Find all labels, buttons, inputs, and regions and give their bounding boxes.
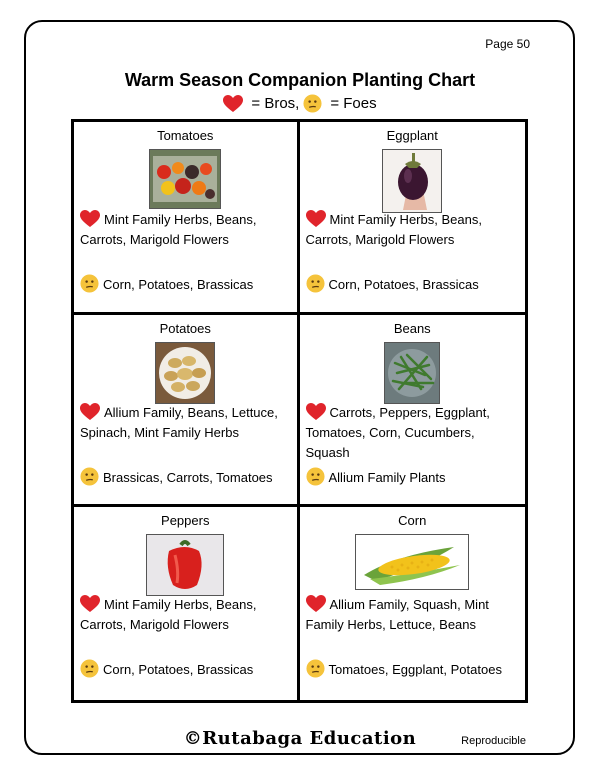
foes-text: Corn, Potatoes, Brassicas [103, 277, 254, 292]
heart-icon [80, 210, 100, 228]
confused-face-icon [306, 467, 325, 486]
foes-line [306, 659, 522, 680]
heart-icon [80, 595, 100, 613]
bros-line [80, 595, 293, 635]
confused-face-icon [303, 94, 322, 113]
foes-line [306, 467, 522, 488]
foes-text: Corn, Potatoes, Brassicas [328, 277, 479, 292]
plant-card-tomatoes [74, 122, 300, 315]
foes-text: Corn, Potatoes, Brassicas [103, 662, 254, 678]
legend [0, 94, 600, 113]
confused-face-icon [306, 274, 325, 293]
peppers-photo [146, 534, 224, 596]
plant-card-corn [300, 507, 526, 700]
foes-text: Brassicas, Carrots, Tomatoes [103, 469, 273, 485]
confused-face-icon [306, 659, 325, 678]
plant-name: Tomatoes [157, 128, 214, 143]
plant-card-peppers [74, 507, 300, 700]
foes-line [80, 274, 293, 295]
footer-brand: ©Rutabaga Education [183, 728, 417, 749]
beans-photo [384, 342, 440, 404]
bros-line [80, 403, 293, 443]
plant-card-eggplant [300, 122, 526, 315]
bros-line [306, 403, 522, 463]
legend-bros-label: = Bros, [251, 95, 300, 112]
bros-text: Mint Family Herbs, Beans, Carrots, Marigold Flowers [80, 597, 257, 633]
plant-name: Peppers [161, 513, 210, 529]
bros-text: Allium Family, Beans, Lettuce, Spinach, Mint Family Herbs [80, 404, 278, 440]
heart-icon [306, 595, 326, 613]
bros-text: Mint Family Herbs, Beans, Carrots, Marigold Flowers [305, 212, 482, 247]
foes-text: Tomatoes, Eggplant, Potatoes [328, 662, 502, 678]
bros-text: Carrots, Peppers, Eggplant, Tomatoes, Corn, Cucumbers, Squash [305, 404, 490, 460]
planting-chart-grid [71, 119, 528, 703]
eggplant-photo [382, 149, 442, 213]
foes-text: Allium Family Plants [328, 469, 446, 485]
plant-name: Potatoes [159, 320, 211, 336]
page-number: Page 50 [485, 37, 530, 51]
plant-card-beans [300, 315, 526, 508]
reproducible-label: Reproducible [461, 735, 526, 747]
plant-name: Eggplant [386, 128, 438, 143]
foes-line [80, 659, 293, 680]
bros-text: Allium Family, Squash, Mint Family Herbs, Lettuce, Beans [305, 597, 489, 633]
heart-icon [306, 210, 326, 228]
foes-line [306, 274, 522, 295]
confused-face-icon [80, 467, 99, 486]
bros-line [306, 210, 522, 250]
tomatoes-photo [149, 149, 221, 209]
plant-card-potatoes [74, 315, 300, 508]
heart-icon [80, 403, 100, 421]
legend-foes-label: = Foes [330, 95, 377, 112]
bros-text: Mint Family Herbs, Beans, Carrots, Marigold Flowers [80, 212, 257, 247]
heart-icon [306, 403, 326, 421]
plant-name: Corn [398, 513, 427, 529]
bros-line [306, 595, 522, 635]
plant-name: Beans [393, 320, 431, 336]
page-title: Warm Season Companion Planting Chart [124, 70, 476, 90]
heart-icon [223, 95, 243, 113]
bros-line [80, 210, 293, 250]
confused-face-icon [80, 274, 99, 293]
potatoes-photo [155, 342, 215, 404]
corn-photo [355, 534, 469, 590]
confused-face-icon [80, 659, 99, 678]
foes-line [80, 467, 293, 488]
